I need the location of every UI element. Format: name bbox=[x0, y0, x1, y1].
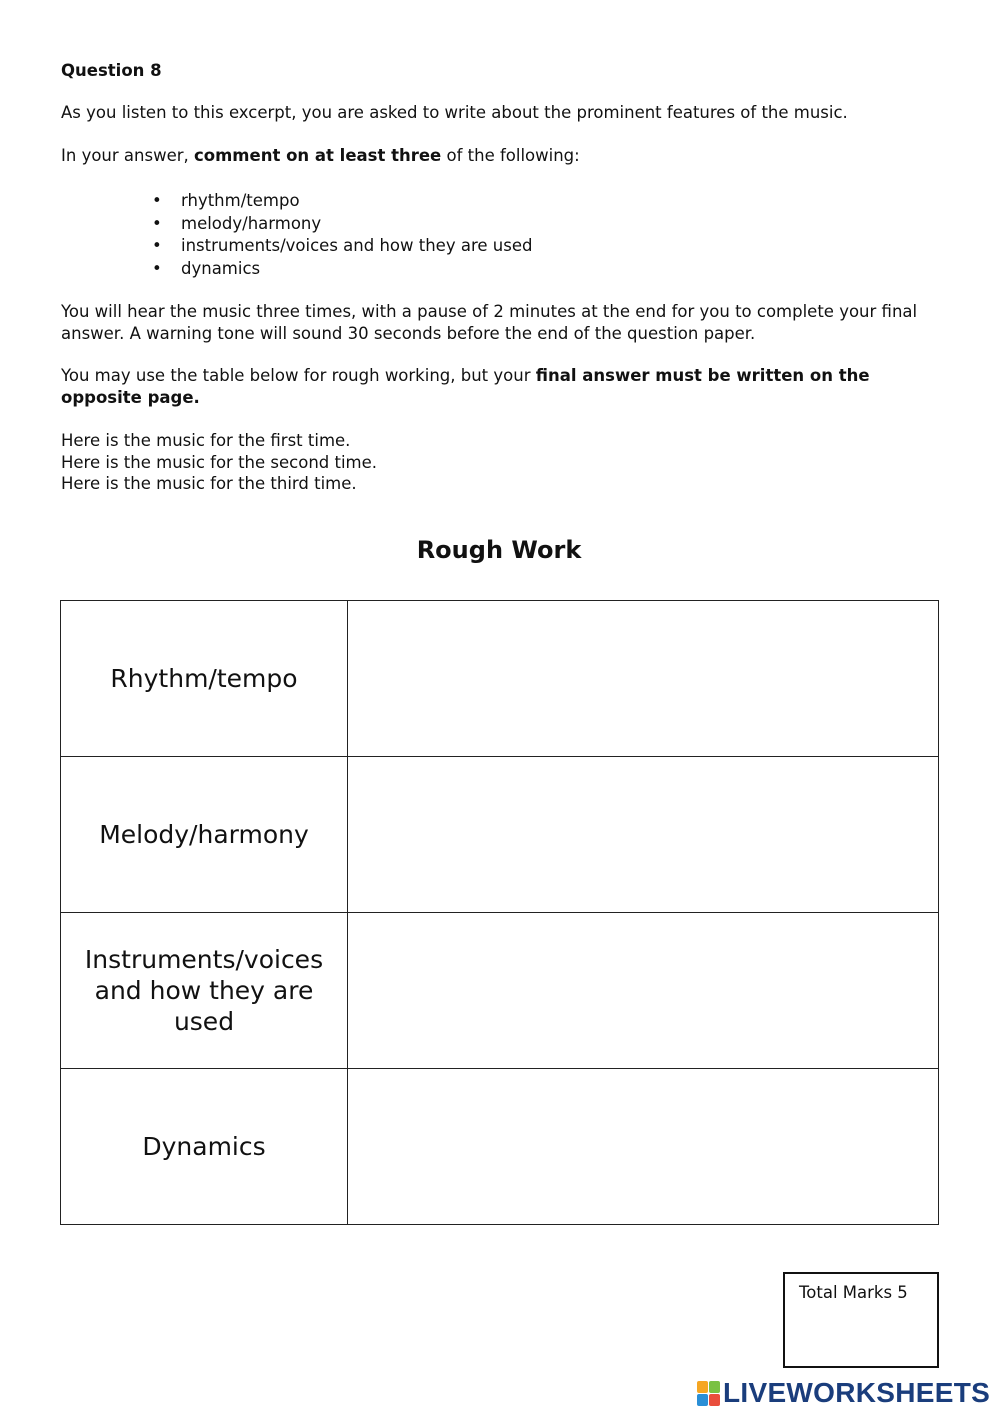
table-note-bold: final answer must be written on the opposite page. bbox=[61, 366, 870, 407]
bullet-icon: • bbox=[152, 191, 162, 210]
list-item: • instruments/voices and how they are used bbox=[150, 235, 532, 258]
feature-list bbox=[150, 190, 532, 280]
liveworksheets-logo-icon bbox=[697, 1381, 719, 1405]
row-label-melody: Melody/harmony bbox=[61, 757, 348, 913]
logo-tile-icon bbox=[697, 1394, 708, 1406]
logo-tile-icon bbox=[709, 1394, 720, 1406]
row-label-rhythm: Rhythm/tempo bbox=[61, 601, 348, 757]
list-item: • rhythm/tempo bbox=[150, 190, 532, 213]
list-item: • dynamics bbox=[150, 258, 532, 281]
answer-instruction-suffix: of the following: bbox=[441, 146, 580, 165]
play-note-2: Here is the music for the second time. bbox=[61, 452, 378, 472]
bullet-icon: • bbox=[152, 213, 162, 233]
play-notes bbox=[61, 430, 377, 495]
answer-instruction-bold: comment on at least three bbox=[194, 146, 442, 165]
logo-tile-icon bbox=[697, 1381, 708, 1393]
table-note bbox=[61, 365, 941, 408]
rough-work-heading: Rough Work bbox=[416, 536, 582, 564]
total-marks-box bbox=[783, 1272, 939, 1368]
play-note-3: Here is the music for the third time. bbox=[61, 474, 357, 493]
rough-work-table bbox=[60, 600, 939, 1225]
table-note-prefix: You may use the table below for rough working, but your bbox=[61, 366, 536, 385]
logo-text: LIVEWORKSHEETS bbox=[723, 1377, 991, 1408]
bullet-icon: • bbox=[152, 236, 162, 255]
logo-tile-icon bbox=[709, 1381, 720, 1393]
row-label-instruments: Instruments/voices and how they are used bbox=[61, 913, 348, 1069]
list-item: • melody/harmony bbox=[150, 213, 532, 236]
answer-instruction bbox=[61, 145, 580, 167]
listening-note: You will hear the music three times, with a pause of 2 minutes at the end for you to complete your final answer. A warning tone will sound 30 seconds before the end of the question paper. bbox=[61, 302, 918, 343]
answer-cell-rhythm[interactable] bbox=[348, 601, 939, 757]
table-row bbox=[61, 757, 939, 913]
question-intro: As you listen to this excerpt, you are asked to write about the prominent features of the music. bbox=[61, 103, 848, 122]
answer-cell-dynamics[interactable] bbox=[348, 1069, 939, 1225]
answer-cell-instruments[interactable] bbox=[348, 913, 939, 1069]
answer-cell-melody[interactable] bbox=[348, 757, 939, 913]
question-title: Question 8 bbox=[61, 61, 162, 80]
table-row bbox=[61, 601, 939, 757]
answer-instruction-prefix: In your answer, bbox=[61, 146, 194, 165]
play-note-1: Here is the music for the first time. bbox=[61, 431, 351, 450]
table-row bbox=[61, 913, 939, 1069]
table-row bbox=[61, 1069, 939, 1225]
total-marks-label: Total Marks 5 bbox=[799, 1283, 908, 1302]
liveworksheets-logo[interactable] bbox=[697, 1378, 990, 1408]
bullet-icon: • bbox=[152, 258, 162, 278]
row-label-dynamics: Dynamics bbox=[61, 1069, 348, 1225]
